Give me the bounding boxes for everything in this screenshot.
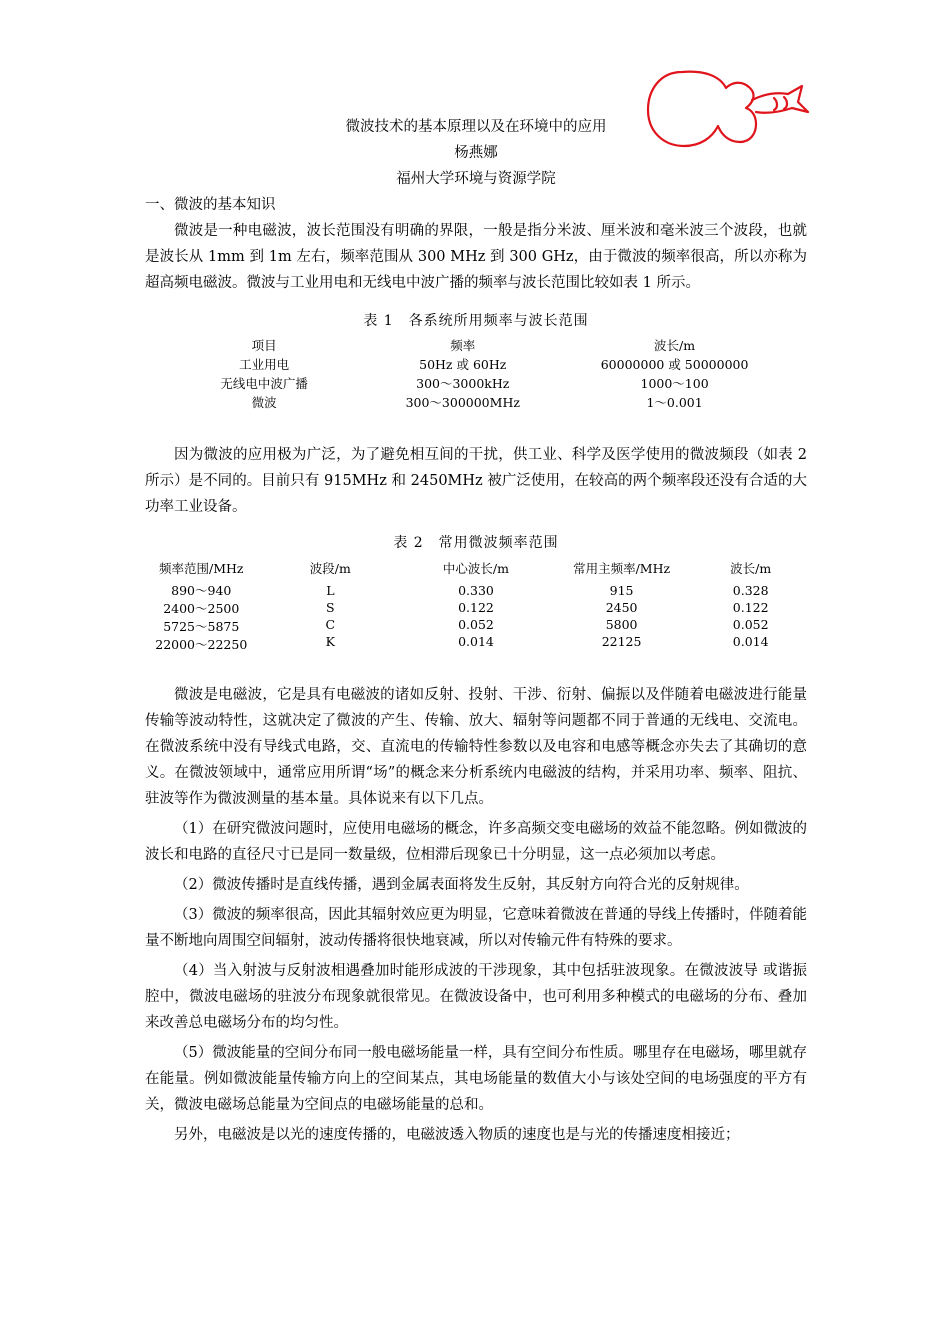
table-row — [145, 393, 807, 412]
table1-caption: 表 1 各系统所用频率与波长范围 — [363, 313, 589, 329]
table-header: 波段/m — [309, 561, 351, 576]
doc-author: 杨燕娜 — [454, 145, 498, 161]
table-row — [145, 374, 807, 393]
table-column-wavelength — [694, 582, 807, 654]
list-item: （1）在研究微波问题时，应使用电磁场的概念，许多高频交变电磁场的效益不能忽略。例如微波的波长和电路的直径尺寸已是同一数量级，位相滞后现象已十分明显，这一点必须加以考虑。 — [145, 821, 807, 863]
table-header-row — [145, 336, 807, 355]
paragraph-intro: 微波是一种电磁波，波长范围没有明确的界限，一般是指分米波、厘米波和毫米波三个波段，也就是波长从 1mm 到 1m 左右，频率范围从 300 MHz 到 300 GHz，由于微波的频率很高，所以亦称为超高频电磁波。微波与工业用电和无线电中波广播的频率与波长范围比较如表 1 所示。 — [145, 223, 807, 291]
table-cell: 0.052 — [458, 617, 494, 632]
table-cell: 0.122 — [458, 600, 494, 615]
table-header: 频率范围/MHz — [159, 561, 244, 576]
table-column-band — [258, 582, 404, 654]
table-cell: 0.122 — [732, 600, 769, 615]
table-cell: 微波 — [251, 395, 277, 410]
table-cell: K — [325, 634, 336, 649]
table-header: 波长/m — [654, 338, 696, 353]
table-cell: 5725～5875 — [163, 619, 240, 634]
table-column-frequency-range — [145, 582, 258, 654]
table2 — [145, 558, 807, 654]
table-cell: S — [326, 600, 335, 615]
table-cell: 工业用电 — [239, 357, 290, 372]
table-cell: 2450 — [605, 600, 638, 615]
table-cell: 0.330 — [458, 583, 494, 598]
document-page — [145, 114, 807, 1148]
table-cell: 60000000 或 50000000 — [600, 357, 749, 372]
table-cell: C — [325, 617, 336, 632]
table-column-center-wavelength — [403, 582, 549, 654]
list-item: （3）微波的频率很高，因此其辐射效应更为明显，它意味着微波在普通的导线上传播时，伴随着能量不断地向周围空间辐射，波动传播将很快地衰减，所以对传输元件有特殊的要求。 — [145, 907, 807, 949]
table-cell: 300～300000MHz — [405, 395, 520, 410]
table-cell: 1000～100 — [640, 376, 709, 391]
table-header: 常用主频率/MHz — [573, 561, 671, 576]
table-cell: 0.052 — [732, 617, 769, 632]
table-cell: 22125 — [601, 634, 642, 649]
table-header: 波长/m — [730, 561, 772, 576]
doc-affiliation: 福州大学环境与资源学院 — [396, 171, 556, 187]
section-heading: 一、微波的基本知识 — [145, 197, 276, 213]
table-header: 频率 — [450, 338, 476, 353]
paragraph-bands: 因为微波的应用极为广泛，为了避免相互间的干扰，供工业、科学及医学使用的微波频段（如表 2 所示）是不同的。目前只有 915MHz 和 2450MHz 被广泛使用，在较高的两个频率段还没有合适的大功率工业设备。 — [145, 447, 807, 515]
table-row — [145, 582, 807, 654]
list-item: （2）微波传播时是直线传播，遇到金属表面将发生反射，其反射方向符合光的反射规律。 — [174, 877, 749, 893]
table-cell: 890～940 — [171, 583, 232, 598]
table-cell: 0.014 — [458, 634, 494, 649]
doc-title: 微波技术的基本原理以及在环境中的应用 — [345, 119, 607, 135]
table-cell: L — [326, 583, 335, 598]
table-header: 中心波长/m — [442, 561, 509, 576]
paragraph-properties: 微波是电磁波，它是具有电磁波的诸如反射、投射、干涉、衍射、偏振以及伴随着电磁波进行能量传输等波动特性，这就决定了微波的产生、传输、放大、辐射等问题都不同于普通的无线电、交流电。在微波系统中没有导线式电路，交、直流电的传输特性参数以及电容和电感等概念亦失去了其确切的意义。在微波领域中，通常应用所谓“场”的概念来分析系统内电磁波的结构，并采用功率、频率、阻抗、驻波等作为微波测量的基本量。具体说来有以下几点。 — [145, 687, 807, 807]
table-header: 项目 — [251, 338, 277, 353]
table-cell: 300～3000kHz — [416, 376, 510, 391]
table-cell: 915 — [609, 583, 634, 598]
table-cell: 2400～2500 — [163, 601, 240, 616]
table-cell: 1～0.001 — [646, 395, 703, 410]
list-item: （5）微波能量的空间分布同一般电磁场能量一样，具有空间分布性质。哪里存在电磁场，哪里就存在能量。例如微波能量传输方向上的空间某点，其电场能量的数值大小与该处空间的电场强度的平方有关，微波电磁场总能量为空间点的电磁场能量的总和。 — [145, 1045, 807, 1113]
table-row — [145, 355, 807, 374]
table-column-main-frequency — [549, 582, 695, 654]
table-header-row — [145, 558, 807, 582]
table-cell: 5800 — [605, 617, 638, 632]
table1 — [145, 336, 807, 412]
table-cell: 无线电中波广播 — [220, 376, 308, 391]
table2-caption: 表 2 常用微波频率范围 — [393, 535, 559, 551]
list-item: （4）当入射波与反射波相遇叠加时能形成波的干涉现象，其中包括驻波现象。在微波波导 或谐振腔中，微波电磁场的驻波分布现象就很常见。在微波设备中，也可利用多种模式的电磁场的分布、叠加来改善总电磁场分布的均匀性。 — [145, 963, 807, 1031]
table-cell: 22000～22250 — [155, 637, 248, 652]
table-cell: 50Hz 或 60Hz — [419, 357, 507, 372]
table-cell: 0.014 — [732, 634, 769, 649]
paragraph-last: 另外，电磁波是以光的速度传播的，电磁波透入物质的速度也是与光的传播速度相接近； — [174, 1127, 740, 1143]
table-cell: 0.328 — [732, 583, 769, 598]
